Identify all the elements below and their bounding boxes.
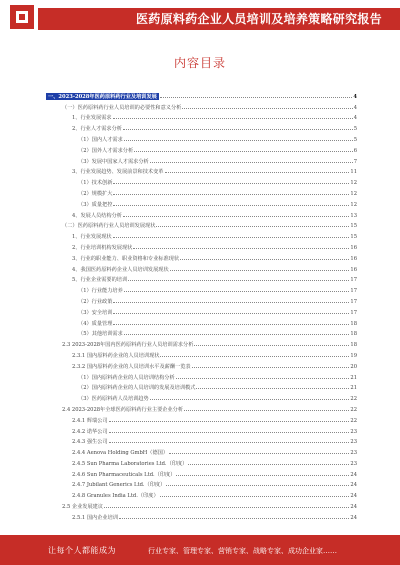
toc-page-number: 16 [350, 266, 357, 273]
toc-page-number: 13 [350, 212, 357, 219]
toc-leader-dots [109, 420, 350, 422]
toc-entry[interactable] [46, 251, 357, 262]
toc-entry[interactable] [46, 359, 357, 370]
toc-entry-title: 2.4.3 强生公司 [72, 439, 108, 446]
company-logo-icon [6, 1, 38, 33]
toc-page-number: 12 [350, 190, 357, 197]
toc-leader-dots [180, 258, 349, 260]
toc-entry[interactable] [46, 262, 357, 273]
toc-page-number: 11 [350, 169, 357, 176]
toc-leader-dots [113, 204, 349, 206]
toc-entry[interactable] [46, 283, 357, 294]
toc-leader-dots [134, 150, 353, 152]
toc-entry[interactable] [46, 186, 357, 197]
toc-entry[interactable] [46, 510, 357, 521]
toc-page-number: 17 [350, 298, 357, 305]
toc-entry[interactable] [46, 402, 357, 413]
toc-leader-dots [123, 128, 353, 130]
toc-entry-title: （二）医药原料药行业人员培训发展现状 [62, 223, 156, 230]
toc-page-number: 18 [350, 331, 357, 338]
toc-entry-title: 2.3.2 国内原料药企业的人员培训水平及薪酬一览表 [72, 363, 191, 370]
toc-page-number: 23 [350, 428, 357, 435]
toc-entry-title: 4、我国医药原料药企业人员培训发展现状 [72, 266, 169, 273]
toc-entry-title: （4）质量管理 [78, 320, 113, 327]
toc-entry-title: 2.3.1 国内原料药企业的人员培训现状 [72, 352, 160, 359]
toc-leader-dots [160, 495, 350, 497]
toc-entry[interactable] [46, 370, 357, 381]
toc-page-number: 22 [350, 406, 357, 413]
toc-page-number: 6 [353, 147, 357, 154]
toc-leader-dots [119, 517, 349, 519]
report-title: 医药原料药企业人员培训及培养策略研究报告 [135, 12, 382, 26]
toc-entry-title: （1）国内人才需求 [78, 136, 123, 143]
toc-entry[interactable] [46, 294, 357, 305]
toc-leader-dots [182, 107, 352, 109]
toc-entry[interactable] [46, 467, 357, 478]
toc-page-number: 17 [350, 288, 357, 295]
toc-leader-dots [113, 301, 349, 303]
toc-page-number: 23 [350, 450, 357, 457]
toc-page-number: 23 [350, 460, 357, 467]
toc-entry-title: 1、行业发展需求 [72, 115, 112, 122]
toc-page-number: 24 [350, 471, 357, 478]
toc-entry-title: 2.5.1 国内企业培训 [72, 514, 118, 521]
toc-page-number: 21 [350, 385, 357, 392]
toc-entry-title: 3、行业的职业能力、职业资格和专业标准现状 [72, 255, 180, 262]
toc-entry[interactable] [46, 154, 357, 165]
toc-entry-title: 2.4.8 Granules India Ltd.（印度） [72, 493, 159, 500]
toc-entry[interactable] [46, 413, 357, 424]
toc-entry[interactable] [46, 219, 357, 230]
toc-page-number: 4 [353, 93, 357, 100]
toc-entry-title: 3、行业发展趋势、发展前景和技术变革 [72, 169, 164, 176]
toc-page-number: 15 [350, 234, 357, 241]
toc-entry-title: （2）国内原料药企业的人员培训的发展及培训模式 [78, 385, 196, 392]
toc-entry[interactable] [46, 165, 357, 176]
toc-leader-dots [113, 182, 349, 184]
toc-entry[interactable] [46, 327, 357, 338]
toc-entry[interactable] [46, 456, 357, 467]
toc-entry-title: （3）质量把控 [78, 201, 113, 208]
toc-entry-title: （5）其他培训需求 [78, 331, 123, 338]
toc-entry[interactable] [46, 305, 357, 316]
toc-leader-dots [133, 247, 349, 249]
toc-leader-dots [113, 236, 350, 238]
toc-leader-dots [176, 377, 350, 379]
toc-leader-dots [104, 506, 349, 508]
toc-entry[interactable] [46, 316, 357, 327]
toc-leader-dots [113, 117, 353, 119]
toc-page-number: 20 [350, 363, 357, 370]
toc-leader-dots [170, 269, 350, 271]
toc-leader-dots [124, 333, 350, 335]
toc-page-number: 21 [350, 374, 357, 381]
toc-page-number: 7 [353, 158, 357, 165]
toc-leader-dots [113, 193, 349, 195]
toc-entry-title: 2.4 2023-2028年全球医药原料药行业主要企业分析 [62, 406, 184, 413]
toc-leader-dots [150, 398, 350, 400]
toc-leader-dots [123, 215, 349, 217]
toc-page-number: 22 [350, 396, 357, 403]
toc-leader-dots [166, 484, 349, 486]
toc-page-number: 16 [350, 244, 357, 251]
toc-entry[interactable] [46, 435, 357, 446]
toc-page-number: 24 [350, 514, 357, 521]
toc-page-number: 4 [353, 104, 357, 111]
toc-page-number: 12 [350, 180, 357, 187]
toc-leader-dots [160, 355, 349, 357]
toc-entry[interactable] [46, 381, 357, 392]
toc-heading: 内容目录 [173, 56, 226, 70]
toc-entry[interactable] [46, 273, 357, 284]
toc-page-number: 5 [353, 126, 357, 133]
page-footer [0, 535, 400, 565]
toc-entry[interactable] [46, 478, 357, 489]
toc-page-number: 5 [353, 136, 357, 143]
toc-entry-title: 2.4.6 Sun Pharmaceuticals Ltd.（印度） [72, 471, 176, 478]
toc-entry-title: （3）医药原料药人员培训趋势 [78, 396, 149, 403]
toc-entry-title: （2）规模扩大 [78, 190, 113, 197]
toc-entry[interactable] [46, 100, 357, 111]
toc-entry-title: （1）技术创新 [78, 180, 113, 187]
toc-leader-dots [124, 290, 350, 292]
toc-entry[interactable] [46, 132, 357, 143]
toc-entry-title: 2.4.5 Sun Pharma Laboratories Ltd.（印度） [72, 460, 188, 467]
toc-page-number: 17 [350, 309, 357, 316]
toc-page-number: 19 [350, 352, 357, 359]
toc-entry[interactable] [46, 229, 357, 240]
toc-entry[interactable] [46, 499, 357, 510]
toc-leader-dots [128, 279, 349, 281]
toc-entry-title: （3）发展中国家人才需求分析 [78, 158, 149, 165]
toc-page-number: 24 [350, 504, 357, 511]
toc-leader-dots [150, 161, 353, 163]
toc-page-number: 16 [350, 255, 357, 262]
toc-page-number: 22 [350, 417, 357, 424]
toc-entry-title: 2.4.2 诺华公司 [72, 428, 108, 435]
toc-entry-title: 2.4.1 辉瑞公司 [72, 417, 108, 424]
toc-page-number: 17 [350, 277, 357, 284]
toc-page-number: 18 [350, 342, 357, 349]
toc-entry[interactable] [46, 391, 357, 402]
toc-page-number: 4 [353, 115, 357, 122]
toc-entry-title: 1、行业发展现状 [72, 234, 112, 241]
toc-entry[interactable] [46, 175, 357, 186]
toc-entry-title: 2.5 企业发展建议 [62, 504, 104, 511]
toc-entry-title: （2）国外人才需求分析 [78, 147, 134, 154]
toc-leader-dots [196, 387, 349, 389]
toc-entry-title: （1）行业能力培养 [78, 288, 123, 295]
toc-leader-dots [124, 139, 353, 141]
toc-page-number: 24 [350, 493, 357, 500]
toc-leader-dots [109, 441, 350, 443]
toc-page-number: 23 [350, 439, 357, 446]
toc-entry[interactable] [46, 121, 357, 132]
toc-entry[interactable] [46, 337, 357, 348]
toc-entry[interactable] [46, 197, 357, 208]
toc-entry-title: 2、行业培训机构发展现状 [72, 244, 133, 251]
toc-leader-dots [169, 452, 349, 454]
toc-entry-title: 2.4.4 Aenova Holding GmbH（德国） [72, 450, 169, 457]
toc-entry-title: 2.4.7 Jubilant Generics Ltd.（印度） [72, 482, 166, 489]
toc-entry[interactable] [46, 348, 357, 359]
toc-page-number: 12 [350, 201, 357, 208]
toc-entry-title: 一、2023-2028年医药原料药行业及培训发展 [48, 93, 157, 100]
toc-entry-title: 2.3 2023-2028年国内医药原料药行业人员培训需求分析 [62, 342, 194, 349]
toc-leader-dots [165, 171, 350, 173]
toc-leader-dots [109, 431, 350, 433]
page-header [0, 0, 400, 33]
toc-entry-title: （1）国内原料药企业的人员培训结构分析 [78, 374, 175, 381]
toc-entry[interactable] [46, 240, 357, 251]
toc-entry[interactable] [46, 111, 357, 122]
footer-tagline: 行业专家、管理专家、营销专家、战略专家、成功企业家…… [148, 547, 337, 555]
toc-leader-dots [176, 474, 349, 476]
toc-entry-title: 5、行业企业需要的培训 [72, 277, 128, 284]
toc-leader-dots [192, 366, 350, 368]
toc-entry[interactable] [46, 424, 357, 435]
toc-leader-dots [184, 409, 349, 411]
toc-entry-title: （一）医药原料药行业人员培训的必要性和意义分析 [62, 104, 182, 111]
toc-entry-title: 2、行业人才需求分析 [72, 126, 122, 133]
table-of-contents [46, 89, 357, 521]
toc-entry-title: （2）行业政策 [78, 298, 113, 305]
toc-entry[interactable] [46, 143, 357, 154]
toc-page-number: 15 [350, 223, 357, 230]
toc-entry[interactable] [46, 208, 357, 219]
toc-entry[interactable] [46, 89, 357, 100]
toc-leader-dots [188, 463, 349, 465]
toc-leader-dots [160, 96, 353, 98]
toc-leader-dots [194, 344, 349, 346]
toc-page-number: 18 [350, 320, 357, 327]
toc-entry[interactable] [46, 445, 357, 456]
toc-entry-title: 4、发展人员结构分析 [72, 212, 122, 219]
toc-leader-dots [113, 323, 349, 325]
toc-entry[interactable] [46, 488, 357, 499]
toc-page-number: 24 [350, 482, 357, 489]
footer-slogan: 让每个人都能成为 [48, 546, 116, 555]
toc-leader-dots [156, 225, 349, 227]
toc-entry-title: （3）安全培训 [78, 309, 113, 316]
toc-leader-dots [113, 312, 349, 314]
